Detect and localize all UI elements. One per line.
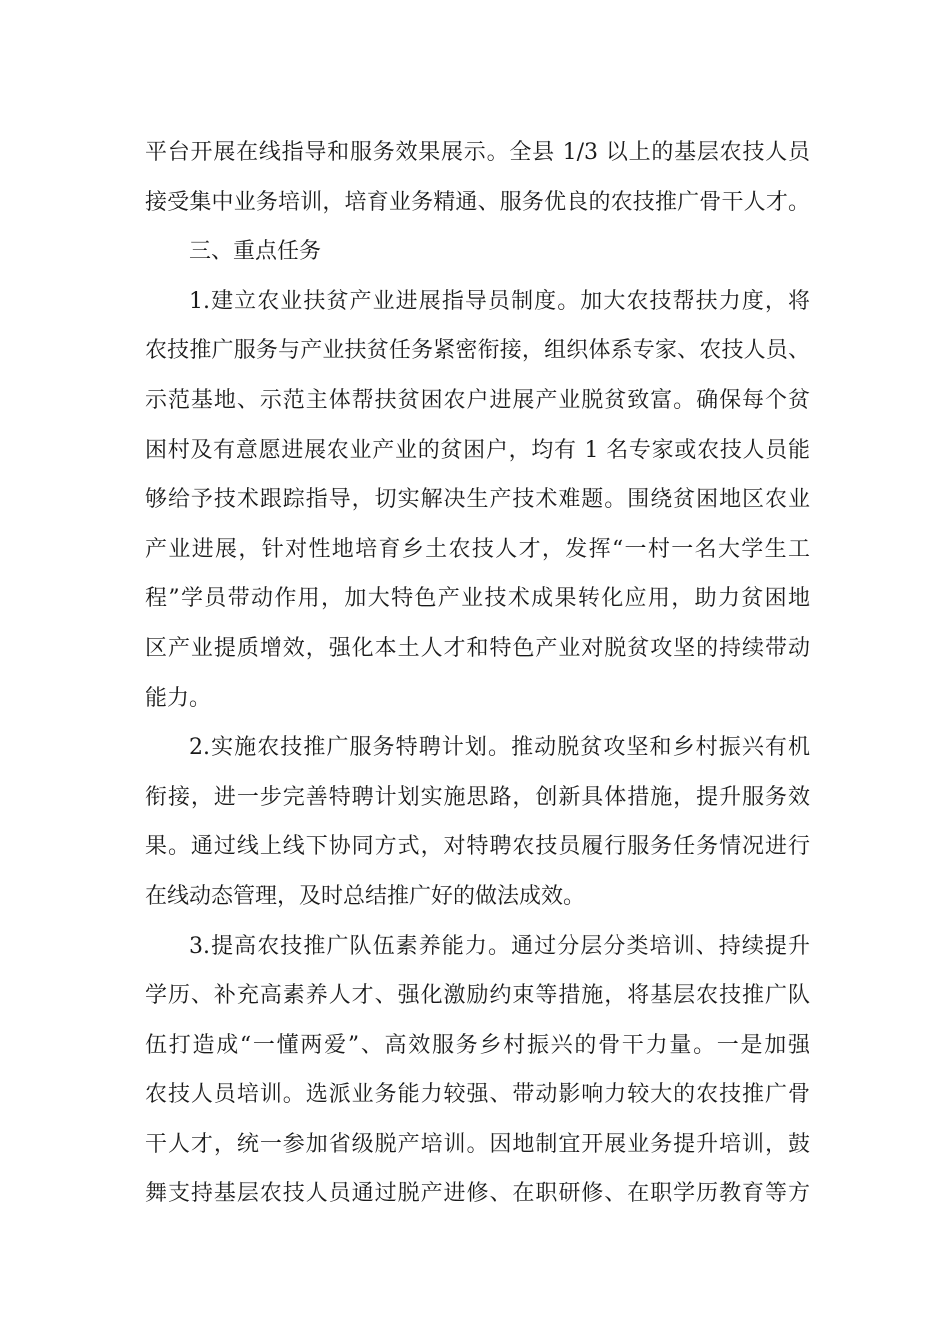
text-line: 学历、补充高素养人才、强化激励约束等措施，将基层农技推广队 [145, 983, 810, 1009]
paragraph-last-line: 能力。 [145, 685, 212, 711]
text-line: 困村及有意愿进展农业产业的贫困户，均有 1 名专家或农技人员能 [145, 437, 810, 463]
text-line: 果。通过线上线下协同方式，对特聘农技员履行服务任务情况进行 [145, 834, 810, 860]
document-body [145, 128, 810, 1219]
text-line: 程”学员带动作用，加大特色产业技术成果转化应用，助力贫困地 [145, 586, 810, 612]
text-line: 干人才，统一参加省级脱产培训。因地制宜开展业务提升培训，鼓 [145, 1131, 810, 1157]
text-line: 农技人员培训。选派业务能力较强、带动影响力较大的农技推广骨 [145, 1082, 810, 1108]
paragraph-last-line: 在线动态管理，及时总结推广好的做法成效。 [145, 883, 586, 909]
text-line: 伍打造成“一懂两爱”、高效服务乡村振兴的骨干力量。一是加强 [145, 1032, 810, 1058]
text-line: 农技推广服务与产业扶贫任务紧密衔接，组织体系专家、农技人员、 [145, 338, 810, 364]
text-line: 区产业提质增效，强化本土人才和特色产业对脱贫攻坚的持续带动 [145, 635, 810, 661]
paragraph-first-line: 3.提高农技推广队伍素养能力。通过分层分类培训、持续提升 [189, 933, 810, 959]
text-line: 示范基地、示范主体帮扶贫困农户进展产业脱贫致富。确保每个贫 [145, 387, 810, 413]
text-line: 产业进展，针对性地培育乡土农技人才，发挥“一村一名大学生工 [145, 536, 810, 562]
section-heading: 三、重点任务 [189, 239, 322, 265]
text-line: 衔接，进一步完善特聘计划实施思路，创新具体措施，提升服务效 [145, 784, 810, 810]
text-line: 舞支持基层农技人员通过脱产进修、在职研修、在职学历教育等方 [145, 1181, 810, 1207]
text-line: 够给予技术跟踪指导，切实解决生产技术难题。围绕贫困地区农业 [145, 487, 810, 513]
text-line: 接受集中业务培训，培育业务精通、服务优良的农技推广骨干人才。 [145, 189, 810, 215]
text-line: 平台开展在线指导和服务效果展示。全县 1/3 以上的基层农技人员 [145, 140, 810, 165]
paragraph-first-line: 1.建立农业扶贫产业进展指导员制度。加大农技帮扶力度，将 [189, 288, 810, 314]
paragraph-first-line: 2.实施农技推广服务特聘计划。推动脱贫攻坚和乡村振兴有机 [189, 735, 810, 761]
